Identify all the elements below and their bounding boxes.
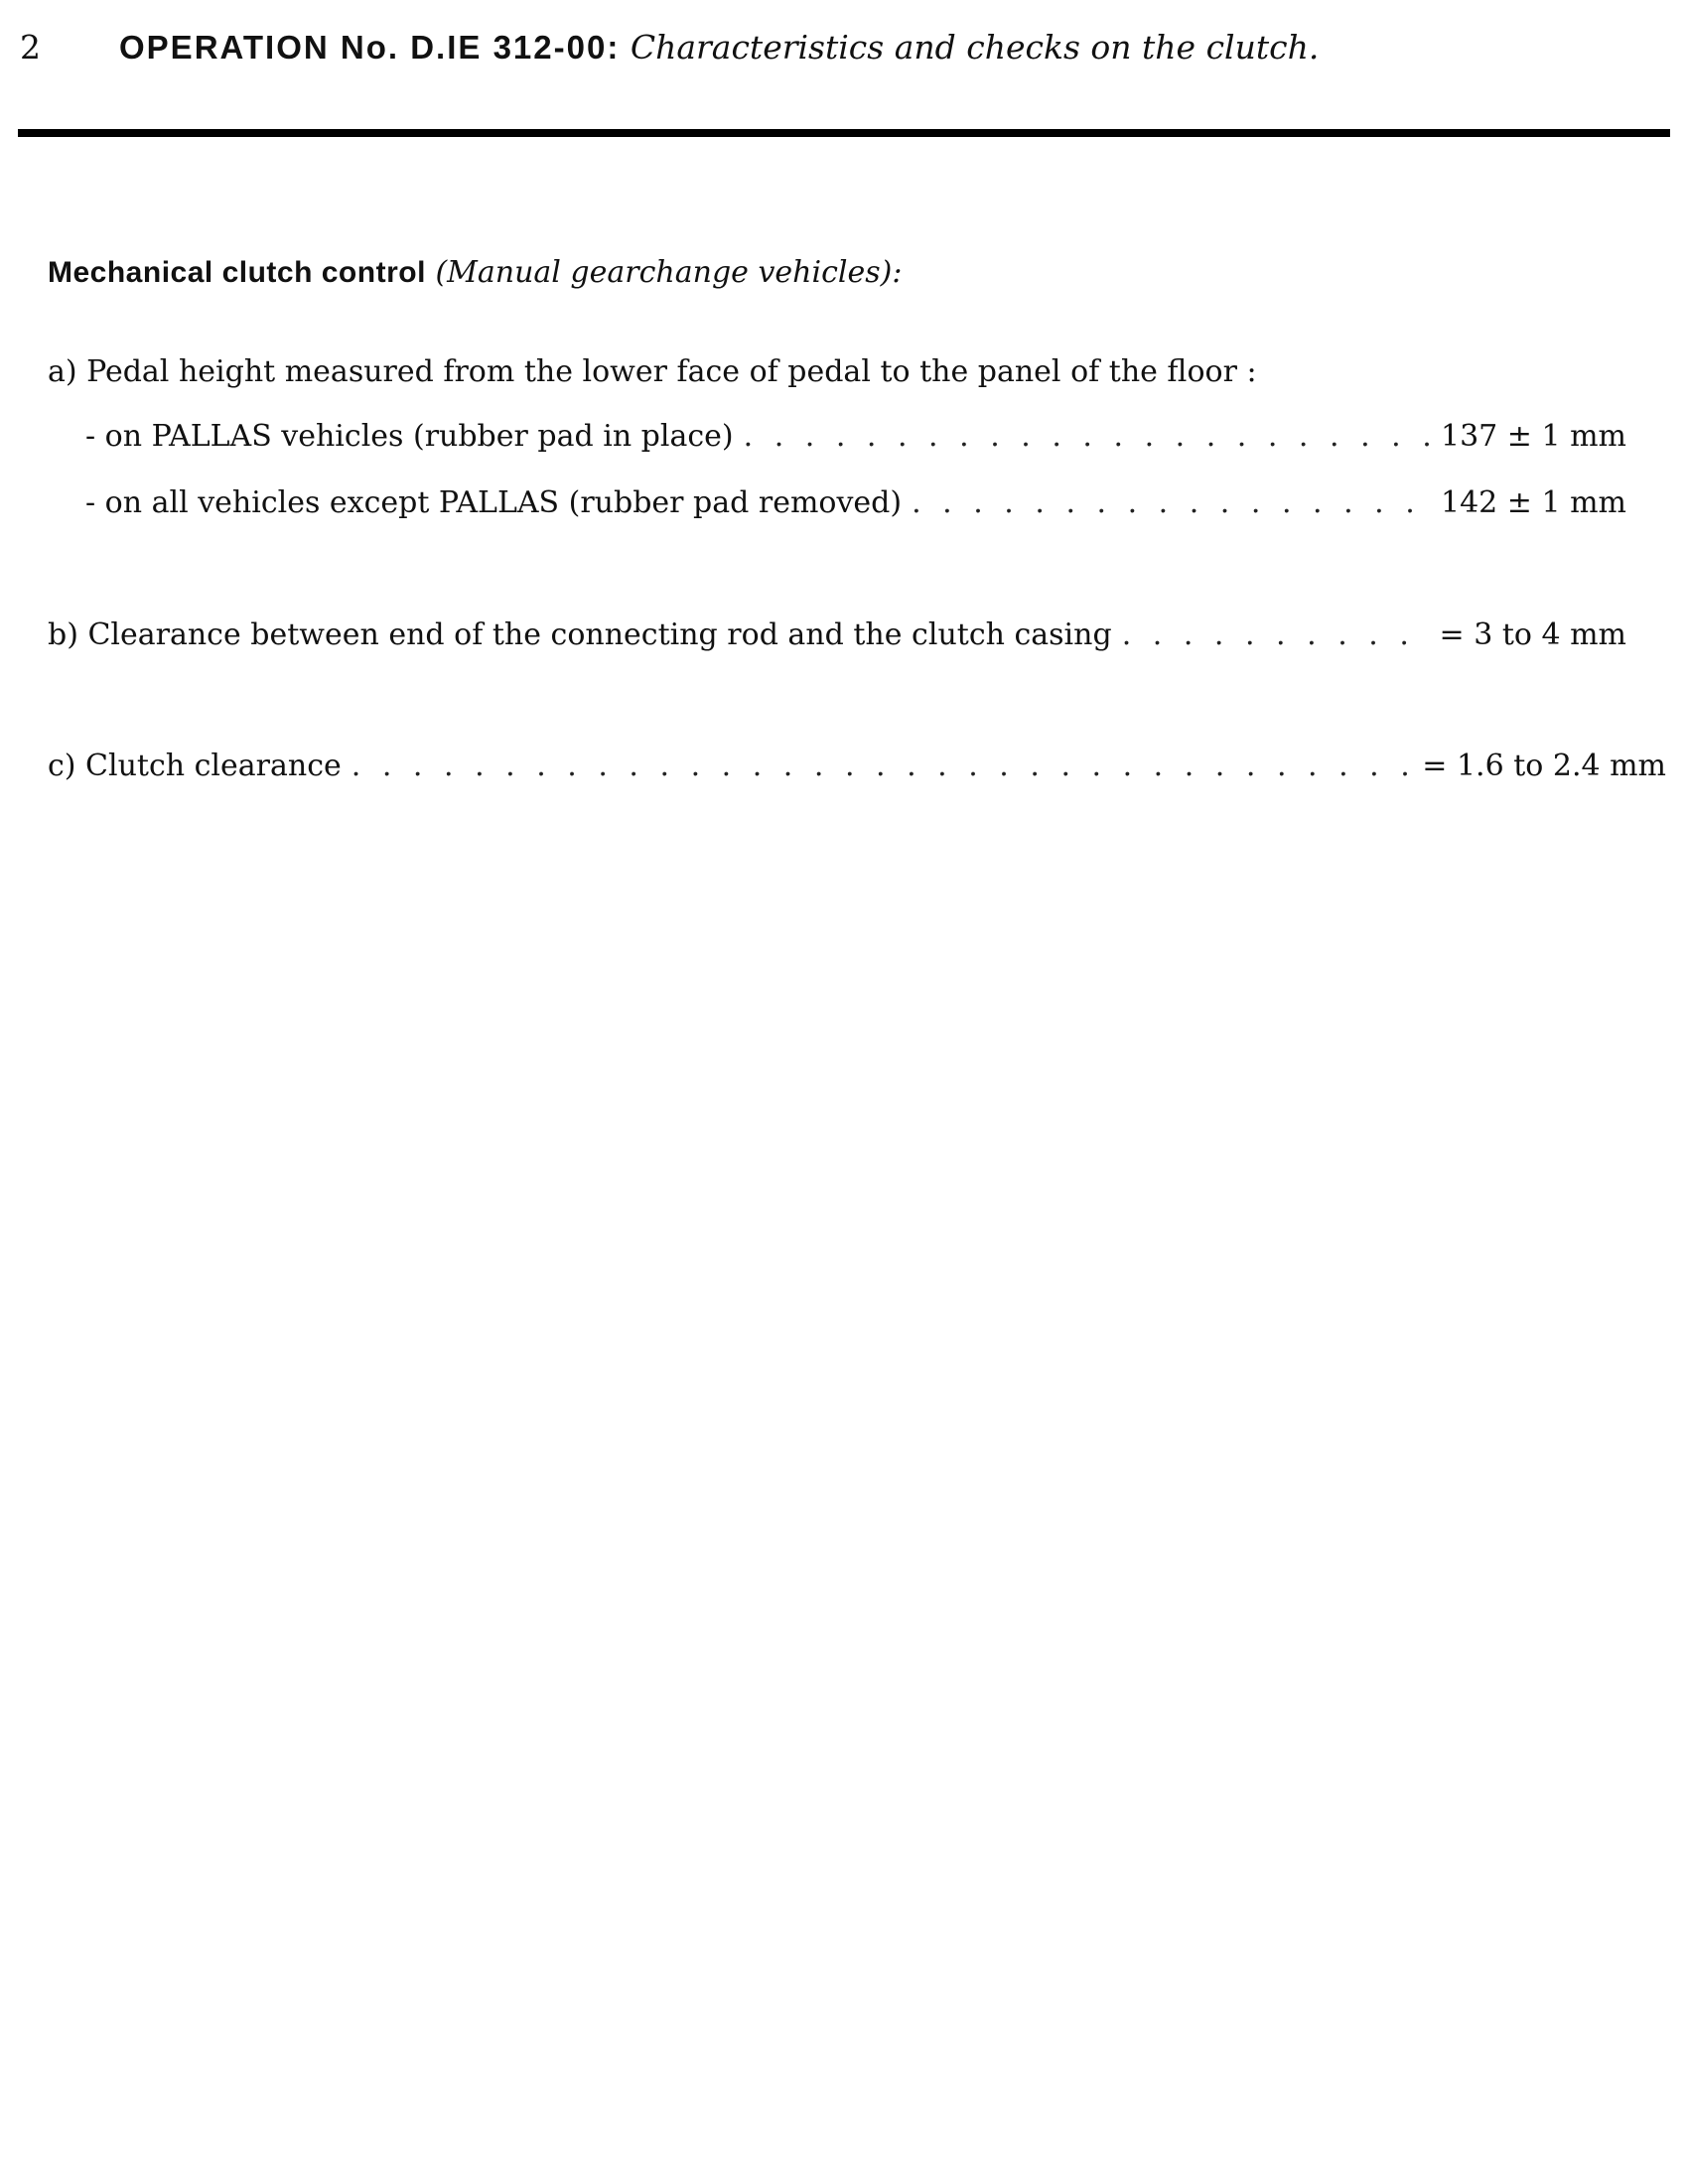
dot-leader [744,417,1431,457]
item-a-row-non-pallas [85,483,1626,523]
item-c-label: c) Clutch clearance [48,749,342,783]
item-b [48,615,1626,655]
operation-subtitle: Characteristics and checks on the clutch. [630,28,1320,67]
dot-leader [352,747,1413,786]
item-a-row-pallas [85,417,1626,457]
item-c [48,747,1666,786]
operation-label: OPERATION No. D.IE 312-00: [119,29,621,66]
section-heading-bold: Mechanical clutch control [48,256,426,289]
item-b-value: = 3 to 4 mm [1439,617,1626,652]
item-a-row-value: 142 ± 1 mm [1441,485,1626,520]
item-b-label: b) Clearance between end of the connecting rod and the clutch casing [48,617,1112,652]
section-heading-italic: (Manual gearchange vehicles): [435,255,903,290]
page-title [119,28,1319,68]
item-a-row-label: - on PALLAS vehicles (rubber pad in place) [85,419,734,454]
dot-leader [1122,615,1430,655]
section-heading [48,253,902,293]
page-number: 2 [20,28,41,67]
item-a-intro: a) Pedal height measured from the lower face of pedal to the panel of the floor : [48,354,1257,389]
item-a-row-label: - on all vehicles except PALLAS (rubber pad removed) [85,485,903,520]
header-divider [18,129,1670,137]
dot-leader [912,483,1431,523]
item-a-row-value: 137 ± 1 mm [1441,419,1626,454]
item-c-value: = 1.6 to 2.4 mm [1422,749,1666,783]
